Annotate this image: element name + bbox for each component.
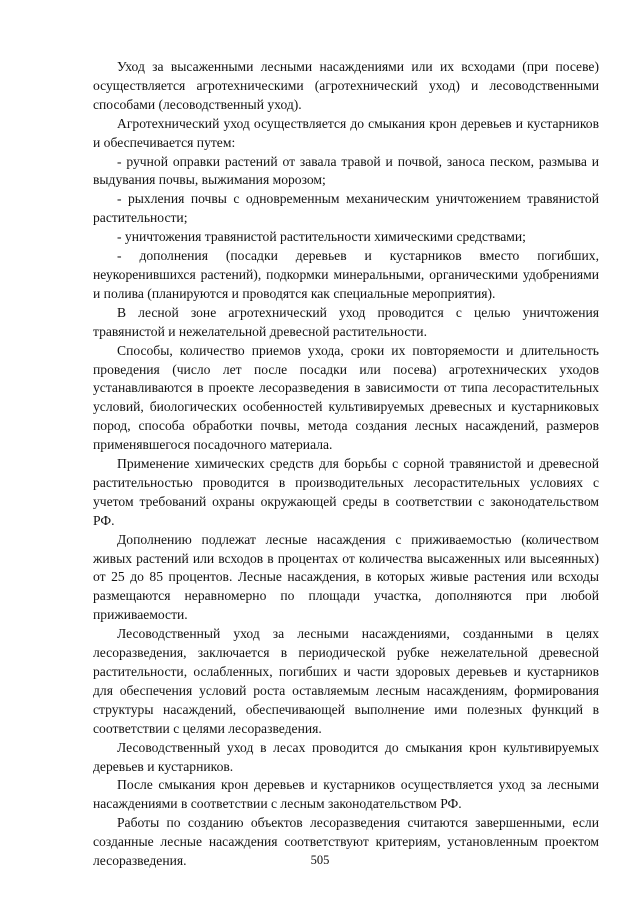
paragraph-methods: Способы, количество приемов ухода, сроки их повторяемости и длительность проведения (число лет после посадки или посева) агротехнических уходов устанавливаются в проекте лесоразведения в зависимости от типа лесорастительных условий, биологических особенностей культивируемых древесных и кустарниковых пород, способа обработки почвы, метода создания лесных насаждений, размеров применявшегося посадочного материала.	[93, 342, 599, 453]
paragraph-intro: Уход за высаженными лесными насаждениями или их всходами (при посеве) осуществляется агротехническими (агротехнический уход) и лесоводственными способами (лесоводственный уход).	[93, 59, 599, 112]
paragraph-chemicals: Применение химических средств для борьбы с сорной травянистой и древесной растительностью проводится в производительных лесорастительных условиях с учетом требований охраны окружающей среды в соответствии с законодательством РФ.	[93, 456, 599, 528]
paragraph-forest-zone: В лесной зоне агротехнический уход проводится с целью уничтожения травянистой и нежелательной древесной растительности.	[93, 304, 599, 339]
paragraph-after-closure: После смыкания крон деревьев и кустарников осуществляется уход за лесными насаждениями в соответствии с лесным законодательством РФ.	[93, 777, 599, 812]
paragraph-silvicultural-care: Лесоводственный уход за лесными насаждениями, созданными в целях лесоразведения, заключается в периодической рубке нежелательной древесной растительности, ослабленных, погибших и части здоровых деревьев и кустарников для обеспечения условий роста оставляемым лесным насаждениям, формирования структуры насаждений, обеспечивающей выполнение ими полезных функций в соответствии с целями лесоразведения.	[93, 626, 599, 736]
paragraph-supplement: Дополнению подлежат лесные насаждения с приживаемостью (количеством живых растений или всходов в процентах от количества высаженных или высеянных) от 25 до 85 процентов. Лесные насаждения, в которых живые растения или всходы размещаются неравномерно по площади участка, дополняются при любой приживаемости.	[93, 531, 599, 623]
document-body	[93, 58, 599, 871]
list-item: - рыхления почвы с одновременным механическим уничтожением травянистой растительности;	[93, 191, 599, 226]
list-item: - ручной оправки растений от завала травой и почвой, заноса песком, размыва и выдувания почвы, выжимания морозом;	[93, 153, 599, 188]
paragraph-completion: Работы по созданию объектов лесоразведения считаются завершенными, если созданные лесные насаждения соответствуют критериям, установленным проектом лесоразведения.	[93, 815, 599, 869]
page-number: 505	[310, 853, 330, 867]
list-item: - дополнения (посадки деревьев и кустарников вместо погибших, неукоренившихся растений), подкормки минеральными, органическими удобрениями и полива (планируются и проводятся как специальные мероприятия).	[93, 248, 599, 301]
paragraph-care-until-closure: Лесоводственный уход в лесах проводится до смыкания крон культивируемых деревьев и кустарников.	[93, 739, 599, 774]
paragraph-agrotechnical: Агротехнический уход осуществляется до смыкания крон деревьев и кустарников и обеспечивается путем:	[93, 115, 599, 150]
list-item: - уничтожения травянистой растительности химическими средствами;	[117, 229, 526, 245]
